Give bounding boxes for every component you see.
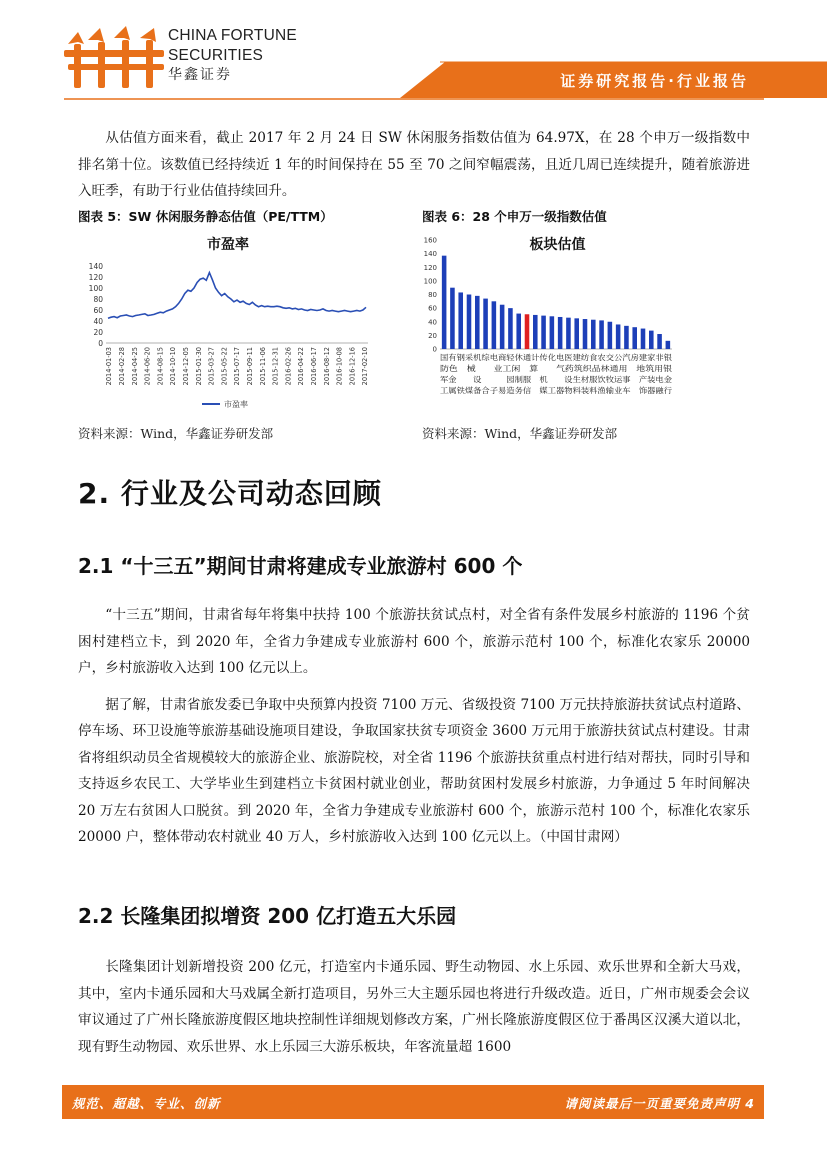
line-y-tick-label: 80 bbox=[93, 295, 103, 304]
bar-category-labels: 军金 设 园制服 机 设生材服饮牧运事 产装电金 bbox=[440, 375, 653, 384]
sector-bar bbox=[583, 319, 588, 349]
valuation-text: 从估值方面来看，截止 2017 年 2 月 24 日 SW 休闲服务指数估值为 64.97X，在 28 个申万一级指数中排名第十位。该数值已经持续近 1 年的时间保持在 55 至 70 之间窄幅震荡，且近几周已连续提升，随着旅游进入旺季，有助于行业估值持续回升。 bbox=[78, 130, 750, 199]
sector-bar-chart bbox=[420, 228, 675, 398]
line-y-tick-label: 100 bbox=[88, 284, 103, 293]
sector-bar bbox=[666, 341, 671, 349]
section-2-2-body bbox=[78, 954, 750, 1060]
sector-bar bbox=[541, 316, 546, 349]
logo-english-name: CHINA FORTUNE SECURITIES bbox=[168, 27, 297, 64]
line-x-tick-label: 2016-10-08 bbox=[335, 347, 344, 386]
sector-bar bbox=[467, 295, 472, 350]
bar-y-tick-label: 40 bbox=[428, 318, 437, 327]
line-y-tick-label: 120 bbox=[88, 273, 103, 282]
line-x-tick-label: 2015-11-06 bbox=[258, 347, 267, 386]
line-x-tick-label: 2015-09-11 bbox=[246, 347, 254, 386]
sector-bar bbox=[458, 292, 463, 349]
sector-bar bbox=[632, 327, 637, 349]
footer-disclaimer-page: 请阅读最后一页重要免责声明 4 bbox=[564, 1096, 755, 1111]
sector-bar bbox=[649, 331, 654, 349]
logo-chinese-name: 华鑫证券 bbox=[168, 67, 232, 83]
sector-bar bbox=[657, 334, 662, 349]
line-x-tick-label: 2014-01-03 bbox=[105, 347, 114, 386]
sector-bar bbox=[550, 316, 555, 349]
sector-bar bbox=[516, 314, 521, 349]
sector-bar bbox=[574, 318, 579, 349]
bar-chart-title: 板块估值 bbox=[529, 237, 586, 253]
sector-bar bbox=[492, 301, 497, 349]
footer-motto: 规范、超越、专业、创新 bbox=[72, 1096, 221, 1111]
line-x-tick-label: 2017-02-10 bbox=[361, 347, 370, 386]
line-legend-label: 市盈率 bbox=[224, 400, 248, 409]
sector-bar bbox=[442, 256, 447, 349]
bar-category-labels: 工属铁煤备合子易造务信 媒工器物料装料渔输业车 饰器融行 bbox=[440, 386, 653, 395]
line-y-tick-label: 0 bbox=[98, 339, 103, 348]
section-2-2-paragraph-1: 长隆集团计划新增投资 200 亿元，打造室内卡通乐园、野生动物园、水上乐园、欢乐世界和全新大马戏，其中，室内卡通乐园和大马戏属全新打造项目，另外三大主题乐园也将进行升级改造。近日，广州市规委会会议审议通过了广州长隆旅游度假区地块控制性详细规划修改方案，广州长隆旅游度假区位于番禺区汉溪大道以北，现有野生动物园、欢乐世界、水上乐园三大游乐板块，年客流量超 1600 bbox=[78, 959, 750, 1055]
report-type-tag: 证券研究报告·行业报告 bbox=[560, 72, 749, 90]
line-x-tick-label: 2016-06-17 bbox=[310, 347, 318, 386]
line-x-tick-label: 2016-08-12 bbox=[322, 347, 331, 386]
bar-y-tick-label: 140 bbox=[423, 250, 437, 259]
sector-bar bbox=[500, 305, 505, 349]
bar-y-tick-label: 0 bbox=[432, 345, 437, 354]
bar-y-tick-label: 20 bbox=[428, 331, 437, 340]
figure6-source: 资料来源：Wind，华鑫证券研发部 bbox=[422, 426, 618, 441]
bar-y-tick-label: 120 bbox=[423, 263, 437, 272]
sector-bar bbox=[533, 315, 538, 349]
bar-category-labels: 防色 械 业工闲 算 气药筑织品林通用 地筑用银 bbox=[440, 364, 638, 373]
line-x-tick-label: 2015-07-17 bbox=[233, 347, 242, 386]
bar-y-tick-label: 100 bbox=[423, 277, 437, 286]
line-x-tick-label: 2014-02-28 bbox=[118, 347, 126, 386]
sector-bar bbox=[475, 296, 480, 349]
sector-bar bbox=[599, 320, 604, 349]
sector-bar bbox=[641, 329, 646, 349]
section-2-1-paragraph-1: “十三五”期间，甘肃省每年将集中扶持 100 个旅游扶贫试点村，对全省有条件发展乡村旅游的 1196 个贫困村建档立卡，到 2020 年，全省力争建成专业旅游村 600 个，旅游示范村 100 个，标准化农家乐 20000 户，乡村旅游收入达到 100 亿元以上。 bbox=[78, 607, 750, 676]
pe-series-line bbox=[108, 273, 366, 319]
valuation-paragraph bbox=[78, 125, 750, 205]
sector-bar bbox=[566, 318, 571, 349]
line-y-tick-label: 40 bbox=[93, 317, 103, 326]
line-x-tick-label: 2014-10-10 bbox=[169, 347, 178, 386]
section-2-1-paragraph-2: 据了解，甘肃省旅发委已争取中央预算内投资 7100 万元、省级投资 7100 万元扶持旅游扶贫试点村道路、停车场、环卫设施等旅游基础设施项目建设，争取国家扶贫专项资金 3600 万元用于旅游扶贫试点村建设。甘肃省将组织动员全省规模较大的旅游企业、旅游院校，对全省 1196 个旅游扶贫重点村进行结对帮扶，同时引导和支持返乡农民工、大学毕业生到建档立卡贫困村就业创业，帮助贫困村发展乡村旅游，力争通过 5 年时间解决 20 万左右贫困人口脱贫。到 2020 年，全省力争建成专业旅游村 600 个，旅游示范村 100 个，标准化农家乐 20000 户，整体带动农村就业 40 万人，乡村旅游收入达到 100 亿元以上。（中国甘肃网） bbox=[78, 696, 750, 845]
line-x-tick-label: 2015-05-22 bbox=[220, 347, 229, 386]
line-x-tick-label: 2016-02-26 bbox=[284, 347, 293, 386]
line-x-tick-label: 2016-12-16 bbox=[348, 347, 357, 386]
section-2-1-heading: 2.1 “十三五”期间甘肃将建成专业旅游村 600 个 bbox=[78, 554, 523, 578]
line-y-tick-label: 60 bbox=[93, 306, 103, 315]
bar-chart-svg bbox=[420, 228, 675, 398]
sector-bar bbox=[508, 308, 513, 349]
bar-category-labels: 国有钢采机综电商轻休通计传化电医建纺食农交公汽房建家非银 bbox=[440, 353, 653, 362]
line-x-tick-label: 2015-03-27 bbox=[207, 347, 216, 386]
sector-bar bbox=[608, 322, 613, 349]
sector-bar bbox=[624, 326, 629, 349]
figure5-source: 资料来源：Wind，华鑫证券研发部 bbox=[78, 426, 274, 441]
pe-line-chart bbox=[78, 228, 378, 414]
section-2-heading: 2. 行业及公司动态回顾 bbox=[78, 477, 382, 510]
sector-bar bbox=[558, 317, 563, 349]
figure5-caption: 图表 5：SW 休闲服务静态估值（PE/TTM） bbox=[78, 209, 333, 224]
sector-bar bbox=[450, 288, 455, 349]
sector-bar bbox=[525, 314, 530, 349]
line-x-tick-label: 2014-12-05 bbox=[182, 347, 190, 386]
line-x-tick-label: 2014-08-15 bbox=[156, 347, 165, 386]
line-chart-svg bbox=[78, 228, 378, 414]
sector-bar bbox=[591, 320, 596, 349]
line-chart-title: 市盈率 bbox=[207, 237, 249, 253]
line-y-tick-label: 140 bbox=[88, 262, 103, 271]
bar-y-tick-label: 60 bbox=[428, 304, 437, 313]
section-2-1-body bbox=[78, 602, 750, 851]
bar-y-tick-label: 80 bbox=[428, 291, 437, 299]
line-x-tick-label: 2014-04-25 bbox=[130, 347, 139, 386]
section-2-2-heading: 2.2 长隆集团拟增资 200 亿打造五大乐园 bbox=[78, 904, 457, 928]
line-x-tick-label: 2015-01-30 bbox=[194, 347, 203, 386]
sector-bar bbox=[616, 324, 621, 349]
line-x-tick-label: 2016-04-22 bbox=[297, 347, 306, 386]
line-x-tick-label: 2015-12-31 bbox=[271, 347, 280, 386]
line-y-tick-label: 20 bbox=[93, 328, 103, 337]
sector-bar bbox=[483, 299, 488, 349]
figure6-caption: 图表 6：28 个申万一级指数估值 bbox=[422, 209, 607, 224]
bar-y-tick-label: 160 bbox=[423, 236, 437, 245]
line-x-tick-label: 2014-06-20 bbox=[143, 347, 152, 386]
